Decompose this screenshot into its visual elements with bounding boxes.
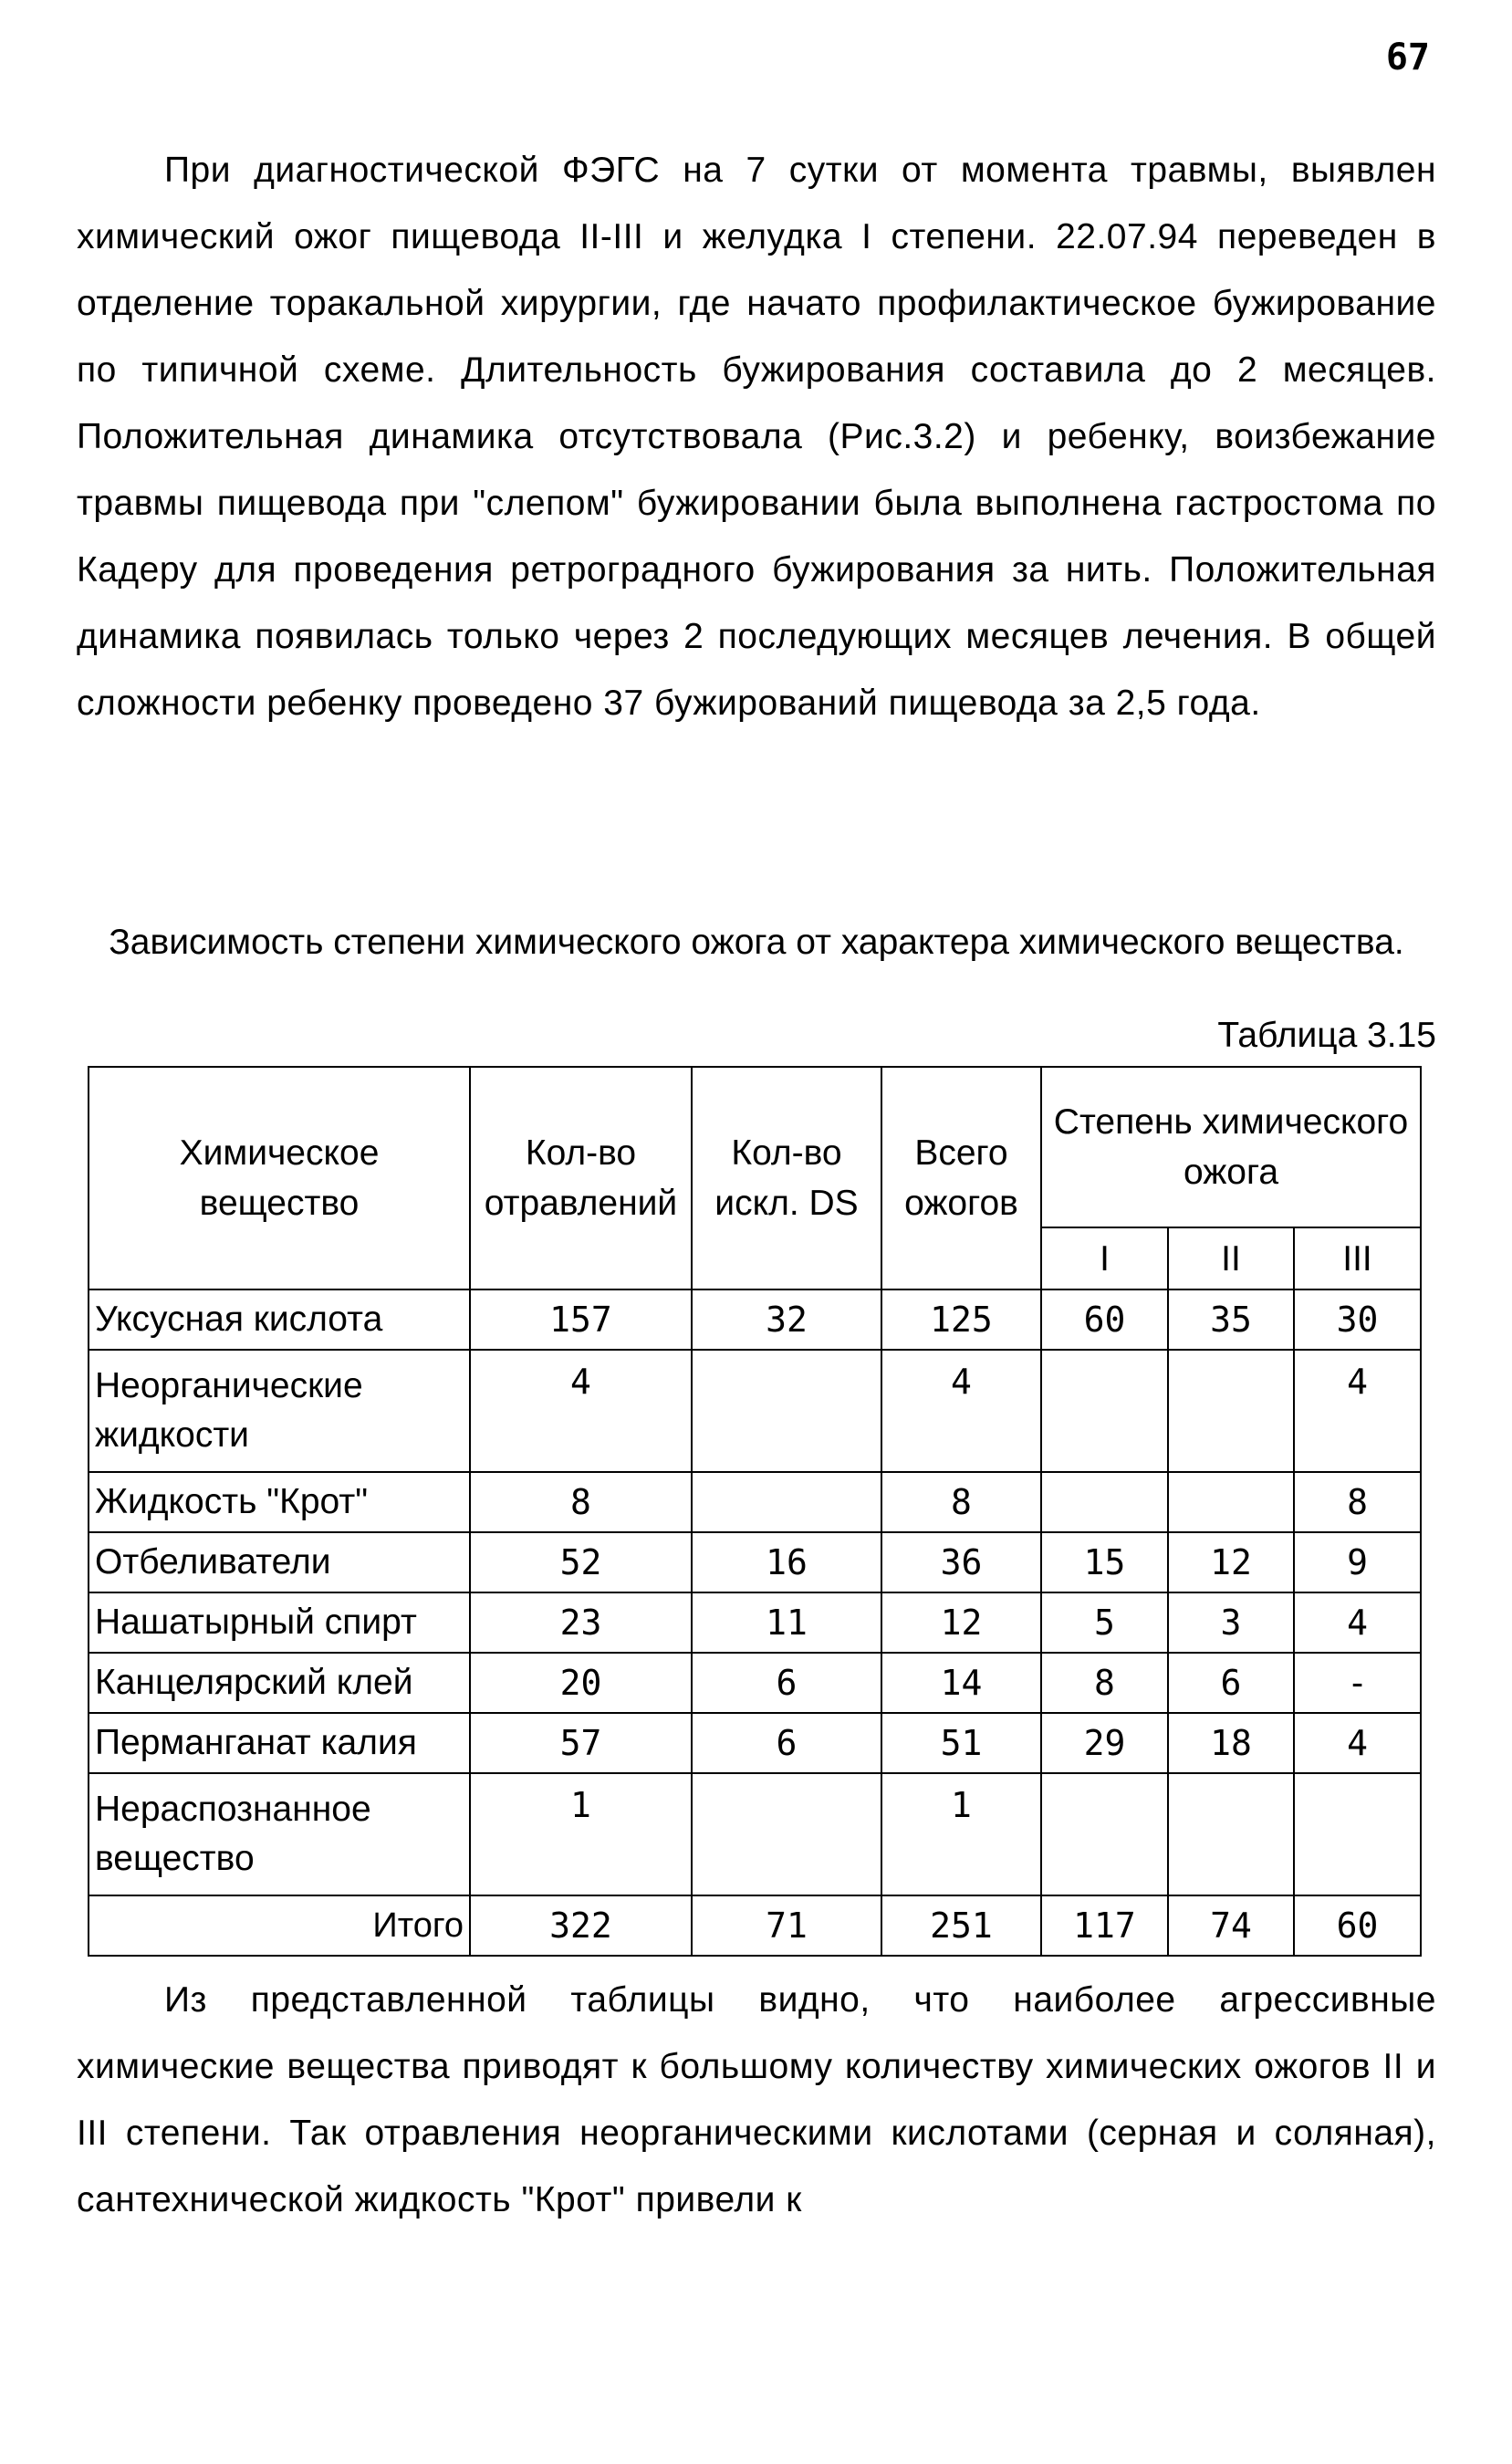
cell-excluded: 6	[692, 1713, 881, 1773]
cell-degree-2	[1168, 1773, 1294, 1895]
cell-substance: Отбеливатели	[89, 1532, 470, 1592]
cell-poisonings: 57	[470, 1713, 692, 1773]
cell-total: 125	[881, 1289, 1041, 1350]
cell-substance: Неорганические жидкости	[89, 1350, 470, 1472]
cell-degree-1: 5	[1041, 1592, 1168, 1653]
cell-degree-3: 4	[1294, 1713, 1421, 1773]
cell-degree-1	[1041, 1472, 1168, 1532]
cell-degree-1: 60	[1041, 1289, 1168, 1350]
cell-total-degree-1: 117	[1041, 1895, 1168, 1956]
header-degree-3: III	[1294, 1227, 1421, 1289]
page-number: 67	[1385, 37, 1430, 78]
cell-excluded: 32	[692, 1289, 881, 1350]
cell-total: 51	[881, 1713, 1041, 1773]
cell-excluded	[692, 1472, 881, 1532]
cell-substance: Жидкость "Крот"	[89, 1472, 470, 1532]
cell-degree-2: 18	[1168, 1713, 1294, 1773]
cell-excluded: 6	[692, 1653, 881, 1713]
cell-total-poisonings: 322	[470, 1895, 692, 1956]
cell-total: 4	[881, 1350, 1041, 1472]
cell-poisonings: 8	[470, 1472, 692, 1532]
cell-excluded	[692, 1773, 881, 1895]
header-burn-degree: Степень химического ожога	[1041, 1067, 1421, 1227]
table-row	[89, 1713, 1421, 1773]
table-total-row	[89, 1895, 1421, 1956]
header-substance: Химическое вещество	[89, 1067, 470, 1289]
burn-degree-table	[88, 1066, 1422, 1957]
cell-degree-1	[1041, 1773, 1168, 1895]
cell-poisonings: 1	[470, 1773, 692, 1895]
cell-excluded: 16	[692, 1532, 881, 1592]
table-header-row	[89, 1067, 1421, 1227]
cell-total: 12	[881, 1592, 1041, 1653]
cell-degree-2	[1168, 1350, 1294, 1472]
cell-poisonings: 20	[470, 1653, 692, 1713]
cell-degree-2: 12	[1168, 1532, 1294, 1592]
cell-poisonings: 52	[470, 1532, 692, 1592]
paragraph-table-conclusion: Из представленной таблицы видно, что наиболее агрессивные химические вещества приводят к большому количеству химических ожогов II и III степени. Так отравления неорганическими кислотами (серная и соляная), сантехнической жидкость "Крот" привели к	[77, 1980, 1436, 2219]
table-row	[89, 1592, 1421, 1653]
cell-degree-3	[1294, 1773, 1421, 1895]
cell-poisonings: 157	[470, 1289, 692, 1350]
cell-substance: Канцелярский клей	[89, 1653, 470, 1713]
cell-poisonings: 4	[470, 1350, 692, 1472]
table-row	[89, 1532, 1421, 1592]
header-degree-1: I	[1041, 1227, 1168, 1289]
cell-excluded: 11	[692, 1592, 881, 1653]
cell-total-burns: 251	[881, 1895, 1041, 1956]
table-caption: Зависимость степени химического ожога от характера химического вещества.	[109, 923, 1404, 962]
cell-total-degree-2: 74	[1168, 1895, 1294, 1956]
cell-substance: Перманганат калия	[89, 1713, 470, 1773]
cell-degree-3: -	[1294, 1653, 1421, 1713]
table-row	[89, 1289, 1421, 1350]
cell-degree-2: 35	[1168, 1289, 1294, 1350]
cell-degree-3: 4	[1294, 1350, 1421, 1472]
cell-degree-1	[1041, 1350, 1168, 1472]
cell-excluded	[692, 1350, 881, 1472]
cell-total: 36	[881, 1532, 1041, 1592]
cell-substance: Нераспознанное вещество	[89, 1773, 470, 1895]
cell-degree-1: 8	[1041, 1653, 1168, 1713]
cell-total-label: Итого	[89, 1895, 470, 1956]
cell-degree-2	[1168, 1472, 1294, 1532]
cell-substance: Нашатырный спирт	[89, 1592, 470, 1653]
table-row	[89, 1653, 1421, 1713]
cell-poisonings: 23	[470, 1592, 692, 1653]
cell-degree-2: 6	[1168, 1653, 1294, 1713]
table-row	[89, 1472, 1421, 1532]
cell-degree-3: 30	[1294, 1289, 1421, 1350]
table-number: Таблица 3.15	[1217, 1016, 1436, 1055]
cell-total: 8	[881, 1472, 1041, 1532]
header-degree-2: II	[1168, 1227, 1294, 1289]
header-poisonings: Кол-во отравлений	[470, 1067, 692, 1289]
cell-total: 14	[881, 1653, 1041, 1713]
cell-degree-3: 9	[1294, 1532, 1421, 1592]
table-row	[89, 1773, 1421, 1895]
cell-degree-1: 15	[1041, 1532, 1168, 1592]
cell-total: 1	[881, 1773, 1041, 1895]
table-row	[89, 1350, 1421, 1472]
cell-total-excluded: 71	[692, 1895, 881, 1956]
header-excluded: Кол-во искл. DS	[692, 1067, 881, 1289]
cell-degree-3: 8	[1294, 1472, 1421, 1532]
cell-degree-1: 29	[1041, 1713, 1168, 1773]
cell-substance: Уксусная кислота	[89, 1289, 470, 1350]
cell-total-degree-3: 60	[1294, 1895, 1421, 1956]
header-total-burns: Всего ожогов	[881, 1067, 1041, 1289]
cell-degree-2: 3	[1168, 1592, 1294, 1653]
paragraph-case-description: При диагностической ФЭГС на 7 сутки от момента травмы, выявлен химический ожог пищевода II-III и желудка I степени. 22.07.94 переведен в отделение торакальной хирургии, где начато профилактическое бужирование по типичной схеме. Длительность бужирования составила до 2 месяцев. Положительная динамика отсутствовала (Рис.3.2) и ребенку, воизбежание травмы пищевода при "слепом" бужировании была выполнена гастростома по Кадеру для проведения ретроградного бужирования за нить. Положительная динамика появилась только через 2 последующих месяцев лечения. В общей сложности ребенку проведено 37 бужирований пищевода за 2,5 года.	[77, 151, 1436, 723]
cell-degree-3: 4	[1294, 1592, 1421, 1653]
